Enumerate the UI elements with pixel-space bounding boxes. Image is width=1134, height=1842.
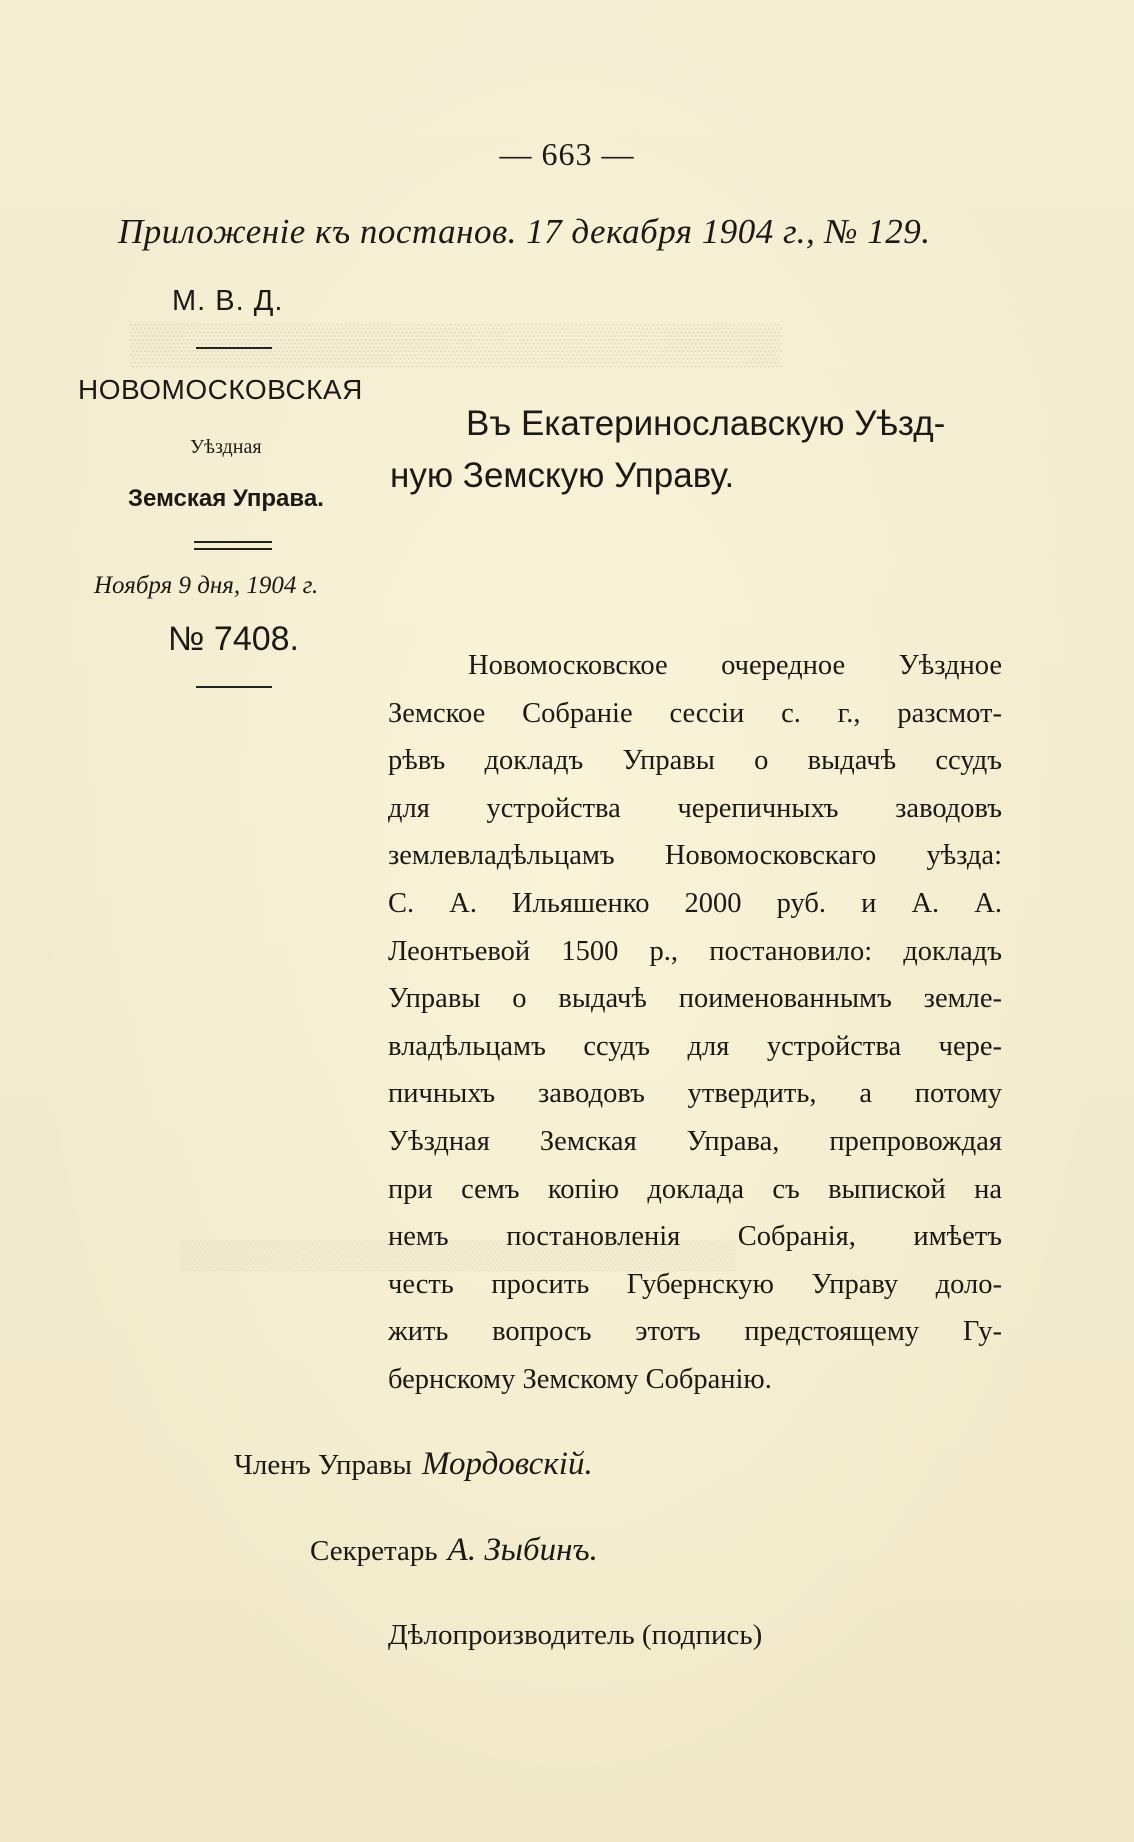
member-label: Членъ Управы <box>234 1449 413 1481</box>
appendix-title: Приложеніе къ постанов. 17 декабря 1904 г., № 129. <box>118 212 931 251</box>
body-line: рѣвъ докладъ Управы о выдачѣ ссудъ <box>388 745 1002 777</box>
ministry-label: М. В. Д. <box>172 285 284 317</box>
secretary-name: А. Зыбинъ. <box>447 1532 598 1568</box>
body-line: немъ постановленія Собранія, имѣетъ <box>388 1221 1002 1253</box>
body-line: для устройства черепичныхъ заводовъ <box>388 792 1002 824</box>
double-divider-bottom <box>194 548 272 550</box>
letter-body <box>388 642 1002 1404</box>
body-line: Новомосковское очередное Уѣздное <box>468 650 1002 681</box>
body-line: владѣльцамъ ссудъ для устройства чере- <box>388 1030 1002 1062</box>
secretary-signature <box>310 1532 598 1569</box>
member-name: Мордовскій. <box>422 1446 593 1482</box>
body-line: честь просить Губернскую Управу доло- <box>388 1268 1002 1300</box>
member-signature <box>234 1446 593 1483</box>
body-line: пичныхъ заводовъ утвердить, а потому <box>388 1078 1002 1110</box>
body-line: при семъ копію доклада съ выпиской на <box>388 1173 1002 1205</box>
addressee-line: ную Земскую Управу. <box>390 456 735 495</box>
bleed-through: ▒▒▒▒▒▒▒▒▒▒▒▒▒▒▒▒▒▒▒▒▒▒▒▒▒▒▒▒ <box>180 1240 736 1271</box>
organization-body: Земская Управа. <box>128 485 324 512</box>
body-line: С. А. Ильяшенко 2000 руб. и А. А. <box>388 887 1002 919</box>
body-line: жить вопросъ этотъ предстоящему Гу- <box>388 1316 1002 1348</box>
letter-number: № 7408. <box>168 620 300 658</box>
clerk-signature: Дѣлопроизводитель (подпись) <box>388 1619 763 1651</box>
body-line: Уѣздная Земская Управа, препровождая <box>388 1125 1002 1157</box>
body-line: землевладѣльцамъ Новомосковскаго уѣзда: <box>388 840 1002 872</box>
secretary-label: Секретарь <box>310 1535 438 1567</box>
bleed-through: ▒▒▒▒▒▒▒▒▒▒▒▒▒▒▒▒▒▒▒▒▒▒▒ <box>130 321 782 366</box>
body-line: бернскому Земскому Собранію. <box>388 1363 772 1395</box>
addressee <box>390 398 1010 502</box>
addressee-line: Въ Екатеринославскую Уѣзд- <box>466 404 946 443</box>
organization-type: Уѣздная <box>190 436 262 458</box>
organization-name: НОВОМОСКОВСКАЯ <box>78 374 363 405</box>
divider <box>196 686 272 688</box>
body-line: Земское Собраніе сессіи с. г., разсмот- <box>388 697 1002 729</box>
body-line: Леонтьевой 1500 р., постановило: докладъ <box>388 935 1002 967</box>
double-divider-top <box>194 541 272 543</box>
divider <box>196 347 272 349</box>
page-number: — 663 — <box>499 136 635 172</box>
letter-date: Ноября 9 дня, 1904 г. <box>94 572 319 599</box>
body-line: Управы о выдачѣ поименованнымъ земле- <box>388 983 1002 1015</box>
